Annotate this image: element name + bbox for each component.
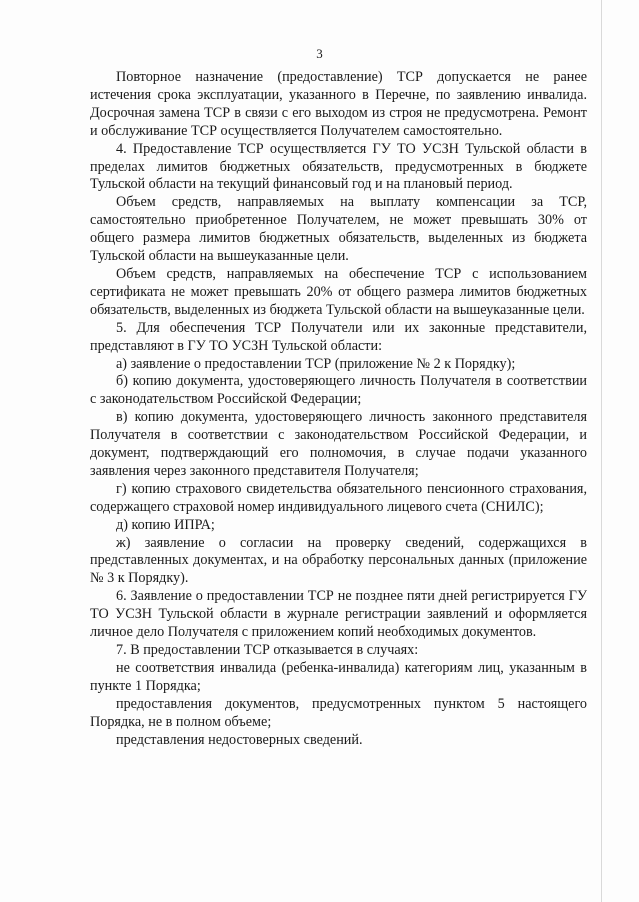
paragraph-7: 7. В предоставлении ТСР отказывается в случаях: <box>116 642 419 658</box>
list-item-d: д) копию ИПРА; <box>116 516 215 533</box>
refusal-reason-incomplete: предоставления документов, предусмотренных пунктом 5 настоящего Порядка, не в полном объеме; <box>90 695 587 730</box>
paragraph-compensation-volume: Объем средств, направляемых на выплату компенсации за ТСР, самостоятельно приобретенное Получателем, не может превышать 30% от общего размера лимитов бюджетных обязательств, выделенных из бюджета Тульской области на вышеуказанные цели. <box>90 194 587 265</box>
list-item-zh: ж) заявление о согласии на проверку сведений, содержащихся в представленных документах, и на обработку персональных данных (приложение № 3 к Порядку). <box>90 534 587 587</box>
list-item-a: а) заявление о предоставлении ТСР (приложение № 2 к Порядку); <box>116 355 516 372</box>
list-item-b: б) копию документа, удостоверяющего личность Получателя в соответствии с законодательством Российской Федерации; <box>90 373 587 408</box>
paragraph-6: 6. Заявление о предоставлении ТСР не позднее пяти дней регистрируется ГУ ТО УСЗН Тульской области в журнале регистрации заявлений и оформляется личное дело Получателя с приложением копий необходимых документов. <box>90 588 587 641</box>
document-body <box>90 69 587 749</box>
refusal-reason-false-info: представления недостоверных сведений. <box>116 731 363 748</box>
paragraph-4: 4. Предоставление ТСР осуществляется ГУ ТО УСЗН Тульской области в пределах лимитов бюджетных обязательств, предусмотренных в бюджете Тульской области на текущий финансовый год и на плановый период. <box>90 140 587 193</box>
paragraph-repeat-assignment: Повторное назначение (предоставление) ТСР допускается не ранее истечения срока эксплуатации, указанного в Перечне, по заявлению инвалида. Досрочная замена ТСР в связи с его выходом из строя не предусмотрена. Ремонт и обслуживание ТСР осуществляется Получателем самостоятельно. <box>90 69 587 139</box>
list-item-v: в) копию документа, удостоверяющего личность законного представителя Получателя в соответствии с законодательством Российской Федерации, и документ, подтверждающий его полномочия, в случае подачи указанного заявления через законного представителя Получателя; <box>90 409 587 479</box>
paragraph-certificate-volume: Объем средств, направляемых на обеспечение ТСР с использованием сертификата не может превышать 20% от общего размера лимитов бюджетных обязательств, выделенных из бюджета Тульской области на вышеуказанные цели. <box>90 265 587 318</box>
refusal-reason-category: не соответствия инвалида (ребенка-инвалида) категориям лиц, указанным в пункте 1 Порядка; <box>90 659 587 694</box>
list-item-g: г) копию страхового свидетельства обязательного пенсионного страхования, содержащего страховой номер индивидуального лицевого счета (СНИЛС); <box>90 480 587 515</box>
page-edge-line <box>601 0 602 902</box>
paragraph-5: 5. Для обеспечения ТСР Получатели или их законные представители, представляют в ГУ ТО УСЗН Тульской области: <box>90 319 587 354</box>
page-number: 3 <box>316 46 323 61</box>
